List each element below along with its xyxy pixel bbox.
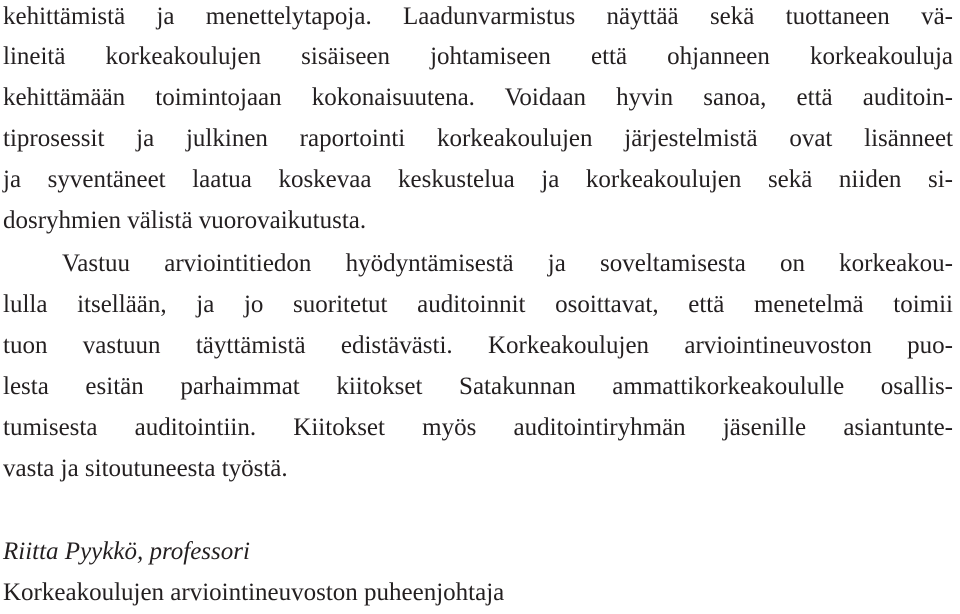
signature-title: Korkeakoulujen arviointineuvoston puheenjohtaja xyxy=(3,579,505,606)
paragraph-2-line-6: vasta ja sitoutuneesta työstä. xyxy=(3,455,288,482)
paragraph-2-line-3: tuon vastuun täyttämistä edistävästi. Korkeakoulujen arviointineuvoston puo- xyxy=(3,332,953,359)
paragraph-2-line-5: tumisesta auditointiin. Kiitokset myös auditointiryhmän jäsenille asiantunte- xyxy=(3,414,953,441)
paragraph-2-line-4: lesta esitän parhaimmat kiitokset Satakunnan ammattikorkeakoululle osallis- xyxy=(3,373,953,400)
paragraph-2-line-2: lulla itsellään, ja jo suoritetut auditoinnit osoittavat, että menetelmä toimii xyxy=(3,291,953,318)
paragraph-1-line-3: kehittämään toimintojaan kokonaisuutena. Voidaan hyvin sanoa, että auditoin- xyxy=(3,84,953,111)
paragraph-1-line-1: kehittämistä ja menettelytapoja. Laadunvarmistus näyttää sekä tuottaneen vä- xyxy=(3,3,953,30)
paragraph-1-line-4: tiprosessit ja julkinen raportointi korkeakoulujen järjestelmistä ovat lisänneet xyxy=(3,125,953,152)
paragraph-1-line-5: ja syventäneet laatua koskevaa keskustelua ja korkeakoulujen sekä niiden si- xyxy=(3,166,953,193)
paragraph-1-line-6: dosryhmien välistä vuorovaikutusta. xyxy=(3,207,367,234)
paragraph-1-line-2: lineitä korkeakoulujen sisäiseen johtamiseen että ohjanneen korkeakouluja xyxy=(3,43,953,70)
paragraph-2-line-1: Vastuu arviointitiedon hyödyntämisestä ja soveltamisesta on korkeakou- xyxy=(62,250,953,277)
signature-name: Riitta Pyykkö, professori xyxy=(3,538,250,565)
